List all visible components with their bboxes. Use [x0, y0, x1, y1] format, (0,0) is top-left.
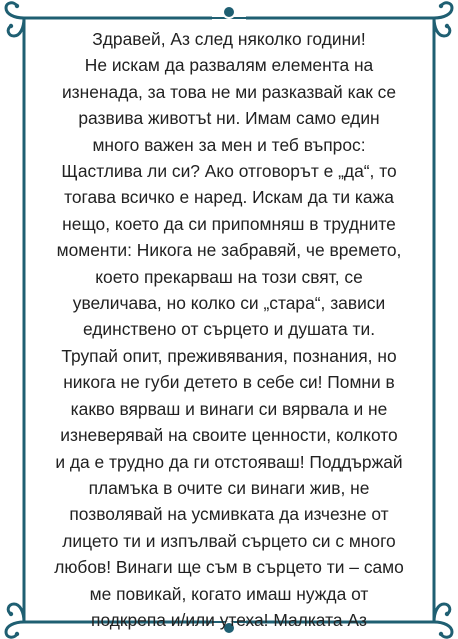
ornament-top-center [212, 6, 246, 24]
letter-line: ме повикай, когато имаш нужда от [89, 583, 369, 604]
letter-line: пламъка в очите си винаги жив, не [88, 477, 370, 498]
letter-line: позволявай на усмивката да изчезне от [69, 504, 389, 525]
letter-line: Щастлива ли си? Ако отговорът е „да“, то [61, 161, 397, 182]
letter-line: изневерявай на своите ценности, колкото [60, 425, 398, 446]
letter-line: никога не губи детето в себе си! Помни в [63, 372, 395, 393]
corner-scroll-bottom-left [6, 622, 24, 637]
corner-scroll-top-left [6, 3, 24, 18]
letter-line: увеличава, но колко си „стара“, зависи [72, 293, 386, 314]
letter-line: Трупай опит, преживявания, познания, но [61, 345, 397, 366]
letter-line: Не искам да развалям елемента на [84, 55, 374, 76]
letter-line: изненада, за това не ми разказвай как се [61, 81, 397, 102]
corner-scroll-bottom-right [434, 622, 452, 637]
letter-line: много важен за мен и теб въпрос: [92, 134, 366, 155]
letter-line: подкрепа и/или утеха! Малката Аз [91, 609, 367, 630]
corner-scroll-top-right [434, 3, 452, 18]
letter-line: Здравей, Аз след няколко години! [92, 29, 366, 49]
letter-line: любов! Винаги ще съм в сърцето ти – само [54, 557, 404, 578]
letter-line: тогава всичко е наред. Искам да ти кажа [64, 187, 394, 208]
letter-line: което прекарваш на този свят, се [95, 266, 363, 287]
letter-line: и да е трудно да ги отстояваш! Поддържай [55, 451, 403, 472]
letter-line: единствено от сърцето и душата ти. [82, 319, 376, 340]
letter-text [30, 26, 428, 633]
letter-line: развива животъt ни. Имам само един [78, 108, 380, 129]
letter-line: нещо, което да си припомняш в трудните [62, 213, 396, 234]
letter-line: какво вярваш и винаги си вярвала и не [70, 398, 388, 419]
letter-line: лицето ти и изпълвай сърцето си с много [62, 530, 396, 551]
letter-line: моменти: Никога не забравяй, че времето, [56, 240, 402, 261]
